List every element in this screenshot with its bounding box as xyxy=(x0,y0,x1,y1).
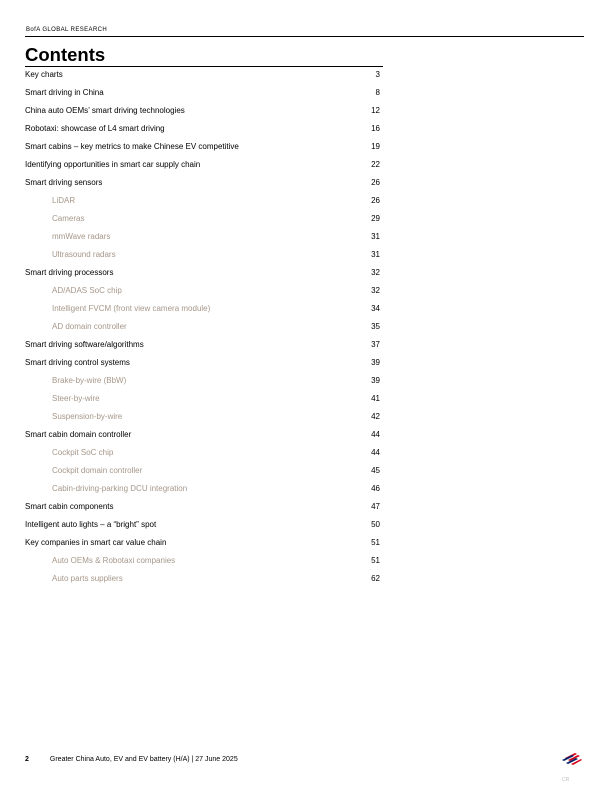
toc-subentry[interactable] xyxy=(25,245,380,263)
toc-entry-label: Brake-by-wire (BbW) xyxy=(52,375,127,385)
toc-entry-label: Suspension-by-wire xyxy=(52,411,123,421)
toc-entry-label: Smart cabin domain controller xyxy=(25,429,132,439)
toc-entry[interactable] xyxy=(25,515,380,533)
toc-entry[interactable] xyxy=(25,65,380,83)
toc-entry-label: Cockpit SoC chip xyxy=(52,447,114,457)
toc-entry-page: 32 xyxy=(371,285,380,295)
toc-entry-label: Smart driving processors xyxy=(25,267,114,277)
toc-entry-page: 42 xyxy=(371,411,380,421)
toc-entry-label: LiDAR xyxy=(52,195,76,205)
toc-entry-page: 26 xyxy=(371,195,380,205)
toc-entry-page: 35 xyxy=(371,321,380,331)
toc-entry-label: Ultrasound radars xyxy=(52,249,116,259)
toc-subentry[interactable] xyxy=(25,317,380,335)
toc-entry-page: 51 xyxy=(371,537,380,547)
toc-entry-label: Identifying opportunities in smart car supply chain xyxy=(25,159,201,169)
toc-subentry[interactable] xyxy=(25,299,380,317)
toc-entry-page: 41 xyxy=(371,393,380,403)
toc-subentry[interactable] xyxy=(25,281,380,299)
toc-entry-page: 46 xyxy=(371,483,380,493)
toc-entry-label: Cockpit domain controller xyxy=(52,465,143,475)
toc-subentry[interactable] xyxy=(25,479,380,497)
toc-entry-label: AD/ADAS SoC chip xyxy=(52,285,122,295)
toc-subentry[interactable] xyxy=(25,569,380,587)
toc-entry[interactable] xyxy=(25,353,380,371)
toc-entry-label: China auto OEMs’ smart driving technologies xyxy=(25,105,185,115)
toc-entry[interactable] xyxy=(25,497,380,515)
toc-entry-label: Steer-by-wire xyxy=(52,393,100,403)
header-divider xyxy=(25,36,584,37)
toc-subentry[interactable] xyxy=(25,371,380,389)
toc-entry[interactable] xyxy=(25,173,380,191)
toc-entry-label: Smart driving software/algorithms xyxy=(25,339,144,349)
toc-entry[interactable] xyxy=(25,533,380,551)
footer-report-title: Greater China Auto, EV and EV battery (H/A) | 27 June 2025 xyxy=(49,756,238,763)
toc-entry[interactable] xyxy=(25,119,380,137)
toc-entry[interactable] xyxy=(25,425,380,443)
toc-entry-label: Robotaxi: showcase of L4 smart driving xyxy=(25,123,165,133)
footer-page-number: 2 xyxy=(25,756,29,763)
toc-subentry[interactable] xyxy=(25,227,380,245)
toc-entry-label: Key charts xyxy=(25,69,63,79)
toc-entry-page: 16 xyxy=(371,123,380,133)
toc-entry-page: 62 xyxy=(371,573,380,583)
watermark-text: CR xyxy=(562,777,570,783)
toc-subentry[interactable] xyxy=(25,551,380,569)
toc-entry[interactable] xyxy=(25,101,380,119)
page-footer xyxy=(25,756,238,763)
toc-entry[interactable] xyxy=(25,263,380,281)
toc-entry-label: Smart cabin components xyxy=(25,501,114,511)
toc-entry-page: 44 xyxy=(371,447,380,457)
toc-entry-label: Intelligent auto lights – a “bright” spot xyxy=(25,519,157,529)
toc-entry-page: 3 xyxy=(375,69,380,79)
toc-entry-page: 19 xyxy=(371,141,380,151)
toc-entry-label: mmWave radars xyxy=(52,231,111,241)
toc-entry-label: Auto parts suppliers xyxy=(52,573,123,583)
toc-entry-page: 34 xyxy=(371,303,380,313)
toc-entry-page: 8 xyxy=(375,87,380,97)
toc-entry-page: 31 xyxy=(371,231,380,241)
table-of-contents xyxy=(25,65,380,587)
toc-entry-page: 44 xyxy=(371,429,380,439)
toc-entry[interactable] xyxy=(25,155,380,173)
page-title: Contents xyxy=(25,44,106,65)
toc-entry-page: 31 xyxy=(371,249,380,259)
toc-entry-label: Smart cabins – key metrics to make Chinese EV competitive xyxy=(25,141,239,151)
toc-entry-page: 29 xyxy=(371,213,380,223)
toc-entry-label: Smart driving sensors xyxy=(25,177,103,187)
toc-entry-label: Cabin-driving-parking DCU integration xyxy=(52,483,188,493)
toc-entry-page: 51 xyxy=(371,555,380,565)
toc-subentry[interactable] xyxy=(25,443,380,461)
toc-entry-page: 47 xyxy=(371,501,380,511)
report-header-label: BofA GLOBAL RESEARCH xyxy=(26,27,108,33)
toc-entry-page: 39 xyxy=(371,375,380,385)
toc-entry-page: 37 xyxy=(371,339,380,349)
toc-entry[interactable] xyxy=(25,137,380,155)
toc-entry-page: 12 xyxy=(371,105,380,115)
toc-subentry[interactable] xyxy=(25,407,380,425)
toc-entry-page: 26 xyxy=(371,177,380,187)
bofa-flag-logo-icon xyxy=(561,752,583,766)
toc-subentry[interactable] xyxy=(25,191,380,209)
toc-entry-page: 50 xyxy=(371,519,380,529)
toc-subentry[interactable] xyxy=(25,461,380,479)
toc-entry-page: 22 xyxy=(371,159,380,169)
toc-subentry[interactable] xyxy=(25,209,380,227)
toc-entry-page: 45 xyxy=(371,465,380,475)
toc-entry-page: 39 xyxy=(371,357,380,367)
toc-entry-label: Smart driving in China xyxy=(25,87,104,97)
toc-entry-page: 32 xyxy=(371,267,380,277)
toc-entry-label: Cameras xyxy=(52,213,85,223)
toc-entry-label: Key companies in smart car value chain xyxy=(25,537,167,547)
toc-entry[interactable] xyxy=(25,335,380,353)
toc-entry-label: Auto OEMs & Robotaxi companies xyxy=(52,555,176,565)
toc-subentry[interactable] xyxy=(25,389,380,407)
toc-entry-label: Smart driving control systems xyxy=(25,357,130,367)
toc-entry-label: Intelligent FVCM (front view camera module) xyxy=(52,303,211,313)
toc-entry[interactable] xyxy=(25,83,380,101)
toc-entry-label: AD domain controller xyxy=(52,321,127,331)
